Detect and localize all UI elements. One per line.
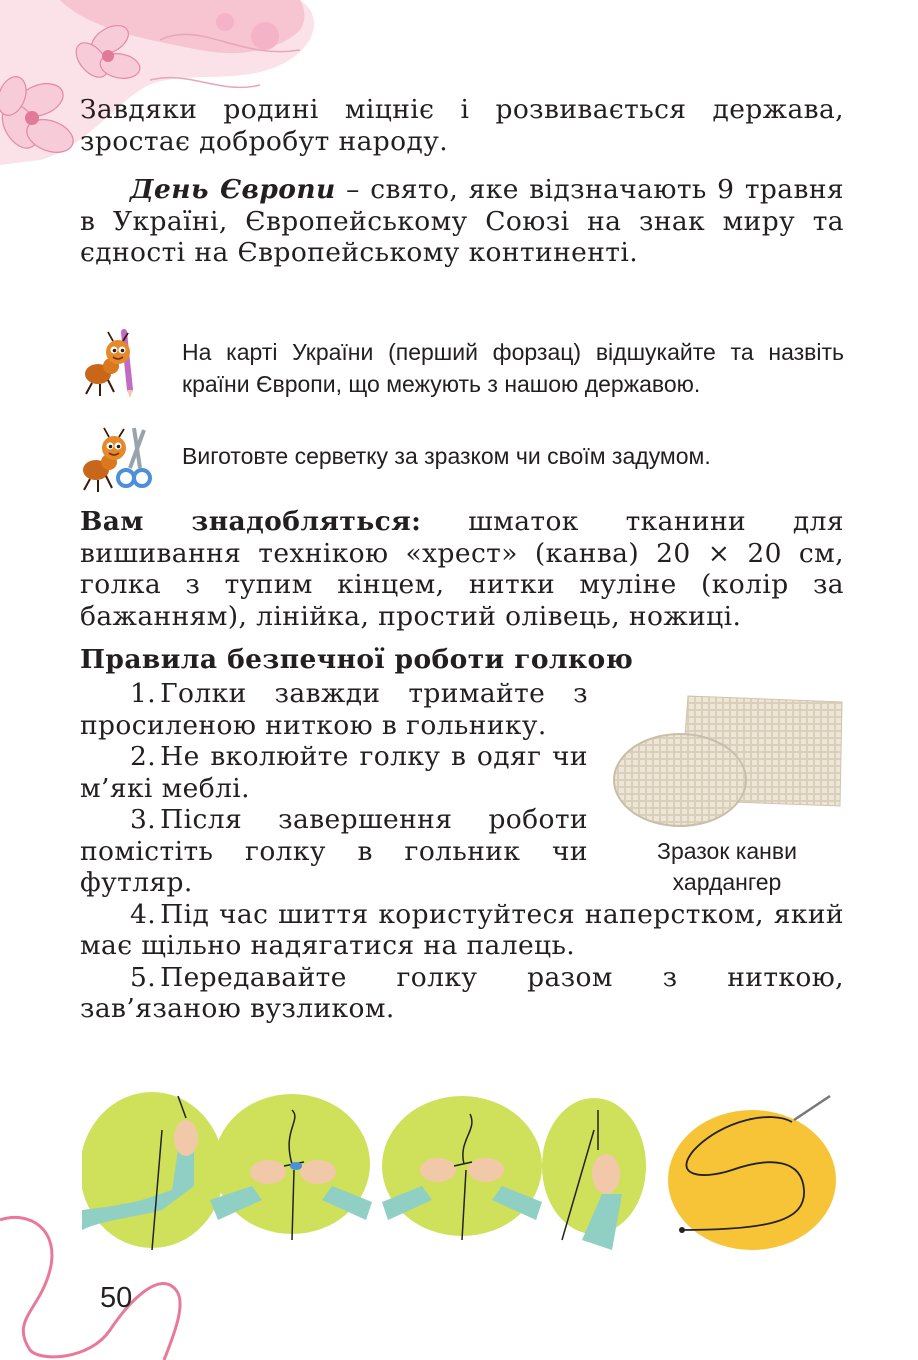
rule-item — [80, 962, 844, 1025]
rule-number: 1. — [130, 678, 157, 709]
paragraph-family-text: Завдяки родині міцніє і розвивається держава, зростає добробут народу. — [80, 94, 844, 157]
materials-paragraph — [80, 506, 844, 632]
rule-item — [80, 899, 844, 962]
task-napkin-text: Виготовте серветку за зразком чи своїм задумом. — [182, 443, 711, 469]
rule-number: 5. — [130, 961, 157, 993]
page-number: 50 — [100, 1282, 133, 1314]
paragraph-europe-day — [80, 174, 844, 269]
rule-text: Під час шиття користуйтеся наперстком, який має щільно надягатися на палець. — [80, 898, 844, 961]
step-2-illustration — [210, 1094, 372, 1240]
rule-item — [80, 804, 588, 899]
paragraph-family — [80, 94, 844, 157]
canvas-caption-line1: Зразок канви — [657, 838, 797, 864]
ant-with-pencil-icon — [80, 328, 152, 400]
materials-text: шматок тканини для вишивання технікою «хрест» (канва) 20 × 20 см, голка з тупим кінцем, нитки муліне (колір за бажанням), лінійка, простий олівець, ножиці. — [80, 506, 844, 632]
rule-number: 3. — [130, 804, 157, 835]
rule-number: 2. — [130, 741, 157, 772]
step-5-illustration — [668, 1096, 836, 1250]
rule-text: Передавайте голку разом з ниткою, зав’язаною вузликом. — [80, 961, 844, 1024]
step-4-illustration — [542, 1098, 646, 1250]
rule-item — [80, 678, 588, 741]
rules-heading: Правила безпечної роботи голкою — [80, 644, 634, 675]
materials-label: Вам знадобляться: — [80, 506, 422, 537]
europe-day-term: День Європи — [130, 174, 336, 205]
task-map-text: На карті України (перший форзац) відшукайте та назвіть країни Європи, що межують з нашою державою. — [182, 339, 844, 397]
rule-text: Голки завжди тримайте з просиленою ниткою в гольнику. — [80, 678, 588, 741]
rule-text: Не вколюйте голку в одяг чи м’які меблі. — [80, 741, 588, 804]
ant-with-scissors-icon — [80, 424, 152, 496]
rule-item — [80, 741, 588, 804]
canvas-caption — [610, 836, 844, 898]
rule-text: Після завершення роботи помістіть голку в гольник чи футляр. — [80, 804, 588, 898]
rule-number: 4. — [130, 898, 157, 930]
step-3-illustration — [382, 1096, 542, 1240]
canvas-caption-line2: хардангер — [672, 869, 782, 895]
hardanger-canvas-image — [610, 688, 844, 830]
europe-day-text: – свято, яке відзначають 9 травня в Україні, Європейському Союзі на знак миру та єдності на Європейському континенті. — [80, 174, 844, 268]
